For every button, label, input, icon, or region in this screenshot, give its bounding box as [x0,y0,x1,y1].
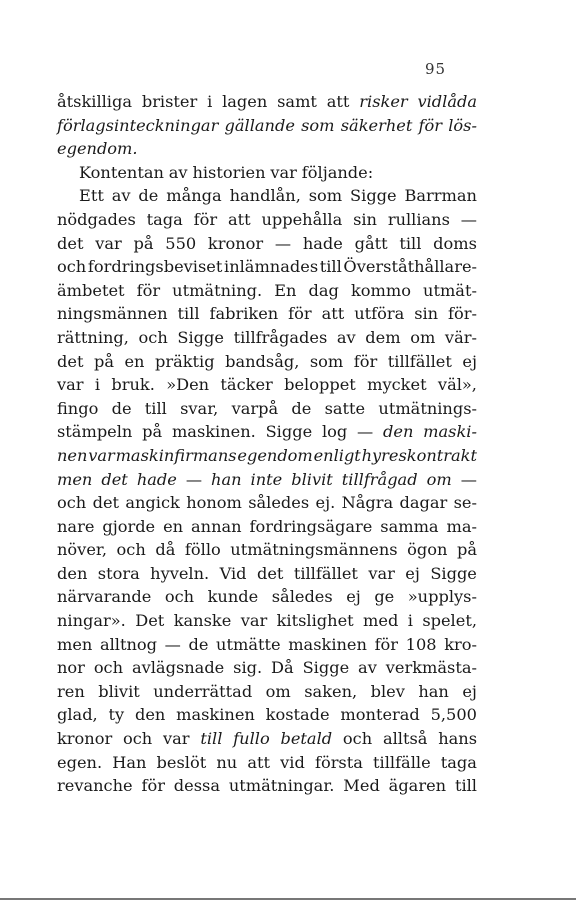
word: följande: [301,162,374,182]
word: som [308,186,343,206]
word: lös- [448,115,477,135]
word: nen [57,445,88,465]
word: kronor [207,233,264,253]
word: — [460,469,477,489]
word: den [57,563,88,583]
word: rullians [387,209,450,229]
word: för [288,304,312,324]
word: om [426,469,452,489]
word: samma [380,516,439,536]
word: maski- [423,422,477,442]
word: egendom [237,445,313,465]
word: Då [271,658,294,678]
word: taga [146,209,183,229]
word: till [144,398,167,418]
word: ma- [446,516,477,536]
word: tillfället [387,351,452,371]
text-line [57,420,477,444]
word: om [410,327,436,347]
word: gällande [224,115,295,135]
text-line [57,373,477,397]
word: och [164,587,195,607]
word: det [92,493,120,513]
word: ren [57,681,85,701]
word: för [353,351,378,371]
word: en [163,516,184,536]
word: väl», [437,375,477,395]
word: fullo [233,729,270,749]
word: ningsmännen [57,304,168,324]
text-line [57,562,477,586]
word: Sigge [265,422,313,442]
word: utmätte [216,634,281,654]
word: dagar [399,493,448,513]
word: 550 [165,233,197,253]
word: för [141,776,165,796]
text-line [57,774,477,798]
word: fingo [57,398,99,418]
word: till [177,304,200,324]
word: sig. [233,658,263,678]
word: ämbetet [57,280,125,300]
word: men [57,634,93,654]
word: i [207,92,213,111]
word: det [57,351,84,371]
word: präktig [154,351,215,371]
word: och [116,540,146,560]
text-line [57,232,477,256]
word: om [265,681,291,701]
word: Ett [79,186,104,206]
word: ej [346,587,361,607]
word: Sigge [177,327,224,347]
word: dem [365,327,401,347]
word: utmätningar. [228,776,335,796]
word: av [111,186,131,206]
word: tillfrågad [341,469,418,489]
word: saken, [304,681,358,701]
word: tillfrågades [233,327,328,347]
word: var [270,162,297,182]
page-number: 95 [425,60,447,78]
text-line [57,137,477,161]
word: vid [280,752,305,772]
word: Med [343,776,380,796]
word: Han [112,752,147,772]
word: på [133,233,154,253]
word: ej [462,351,477,371]
word: således [248,493,310,513]
word: på [93,351,114,371]
word: hyveln. [150,563,210,583]
word: och [57,257,87,277]
word: ej. [315,493,336,513]
text-line [57,90,477,114]
word: nare [57,516,95,536]
word: blivit [98,681,140,701]
word: bandsåg, [225,351,300,371]
word: egen. [57,752,103,772]
word: beslöt [156,752,207,772]
word: beloppet [284,375,356,395]
word: stämpeln [57,422,133,442]
word: av [336,327,356,347]
page-body [57,90,477,798]
word: inte [250,469,283,489]
text-line [57,633,477,657]
word: satte [324,398,366,418]
word: spelet, [422,611,477,631]
word: den [383,422,414,442]
word: att [227,209,251,229]
word: maskinfirmans [115,445,237,465]
word: var [368,563,395,583]
text-line [57,656,477,680]
word: utmätnings- [378,398,477,418]
word: doms [433,233,477,253]
text-line [57,538,477,562]
word: hyreskontrakt [361,445,477,465]
word: det [101,469,128,489]
word: ej [462,681,477,701]
word: av [168,162,188,182]
word: log [321,422,348,442]
text-line [57,161,477,185]
word: utmätning. [172,280,263,300]
word: — [164,634,181,654]
word: tillfälle [373,752,431,772]
word: var [88,445,115,465]
word: risker [359,92,408,111]
word: kitslighet [276,611,354,631]
word: — [274,233,292,253]
word: nödgades [57,209,136,229]
word: kommo [350,280,411,300]
word: Några [341,493,394,513]
word: till [454,776,477,796]
text-line [57,703,477,727]
word: säkerhet [340,115,413,135]
word: monterad [340,705,420,725]
word: handlån, [229,186,301,206]
word: för- [448,304,477,324]
word: en [124,351,145,371]
word: revanche [57,776,133,796]
text-line [57,585,477,609]
word: 108 [405,634,437,654]
word: och [93,658,124,678]
text-line [57,680,477,704]
text-line [57,255,477,279]
word: det [256,563,284,583]
word: se- [453,493,477,513]
text-line [57,114,477,138]
word: fordringsägare [249,516,373,536]
word: enligt [313,445,361,465]
word: således [271,587,333,607]
word: att [321,304,345,324]
text-line [57,208,477,232]
word: ge [374,587,395,607]
word: blivit [291,469,333,489]
word: hade [136,469,177,489]
word: Sigge [302,658,350,678]
word: stora [97,563,140,583]
word: som [301,115,335,135]
word: Det [135,611,165,631]
word: förlagsinteckningar [57,115,219,135]
word: tillfället [293,563,358,583]
word: dessa [173,776,221,796]
word: många [166,186,222,206]
word: för [136,280,161,300]
text-line [57,751,477,775]
word: hade [302,233,343,253]
word: var [240,611,268,631]
word: för [418,115,443,135]
word: inlämnades [224,257,319,277]
word: taga [440,752,477,772]
word: — [460,209,477,229]
word: att [326,92,350,111]
word: rättning, [57,327,129,347]
word: för [193,209,218,229]
word: då [155,540,176,560]
word: kostade [265,705,330,725]
text-line [57,727,477,751]
word: de [111,398,132,418]
word: hans [438,729,477,749]
word: täcker [220,375,273,395]
text-line [57,279,477,303]
word: fabriken [209,304,279,324]
word: blev [370,681,405,701]
word: av [358,658,377,678]
text-line [57,184,477,208]
word: »Den [166,375,210,395]
text-line [57,326,477,350]
word: och [122,729,153,749]
word: för [374,634,399,654]
word: Kontentan [79,162,164,182]
word: var [95,233,122,253]
word: första [314,752,363,772]
word: och [342,729,373,749]
text-line [57,444,477,468]
text-line [57,302,477,326]
word: sin [353,209,377,229]
word: mycket [367,375,427,395]
word: honom [186,493,242,513]
word: betald [280,729,333,749]
word: uppehålla [261,209,343,229]
word: utmätningsmännens [230,540,398,560]
word: Sigge [430,563,477,583]
word: — [185,469,203,489]
word: avlägsnade [131,658,225,678]
word: 5,500 [430,705,477,725]
word: med [363,611,399,631]
word: kanske [173,611,232,631]
word: lagen [222,92,268,111]
word: på [456,540,477,560]
word: sin [414,304,439,324]
word: Sigge [350,186,397,206]
word: nor [57,658,85,678]
word: vidlåda [417,92,477,111]
word: maskinen. [171,422,256,442]
word: till [399,233,422,253]
text-line [57,491,477,515]
word: ögon [407,540,448,560]
word: verkmästa- [385,658,477,678]
word: på [142,422,163,442]
word: varpå [231,398,279,418]
word: gjorde [102,516,156,536]
word: föllo [184,540,221,560]
word: historien [192,162,266,182]
word: brister [141,92,198,111]
word: vär- [444,327,477,347]
word: åtskilliga [57,92,132,111]
word: nu [216,752,238,772]
word: men [57,469,93,489]
word: dag [308,280,339,300]
word: de [188,634,209,654]
word: och [57,493,87,513]
word: Överståthållare- [343,257,477,277]
word: närvarande [57,587,152,607]
word: maskinen [176,705,255,725]
word: som [309,351,344,371]
word: ty [108,705,125,725]
word: ningar». [57,611,126,631]
word: bruk. [111,375,155,395]
word: — [357,422,374,442]
word: gått [354,233,388,253]
word: kro- [444,634,477,654]
word: alltnog [99,634,158,654]
word: i [94,375,101,395]
text-line [57,397,477,421]
word: glad, [57,705,98,725]
word: det [57,233,84,253]
word: han [211,469,242,489]
word: alltså [382,729,428,749]
text-line [57,515,477,539]
word: angick [125,493,180,513]
word: kronor [57,729,113,749]
word: ej [405,563,420,583]
word: den [134,705,166,725]
word: samt [277,92,317,111]
word: növer, [57,540,107,560]
word: de [138,186,159,206]
text-line [57,468,477,492]
word: kunde [207,587,259,607]
word: i [407,611,413,631]
word: egendom. [57,139,138,159]
word: En [274,280,297,300]
word: svar, [180,398,219,418]
word: han [418,681,449,701]
word: utföra [354,304,405,324]
word: var [57,375,84,395]
word: var [163,729,190,749]
word: annan [191,516,242,536]
word: underrättad [153,681,253,701]
word: utmät- [423,280,477,300]
text-line [57,350,477,374]
word: att [247,752,271,772]
word: och [138,327,168,347]
page-edge-rule [0,898,576,900]
text-line [57,609,477,633]
word: »upplys- [407,587,477,607]
word: fordringsbeviset [87,257,223,277]
word: till [319,257,342,277]
word: Barrman [404,186,477,206]
word: de [291,398,312,418]
word: till [200,729,223,749]
word: ägaren [388,776,447,796]
word: Vid [219,563,247,583]
word: maskinen [288,634,367,654]
